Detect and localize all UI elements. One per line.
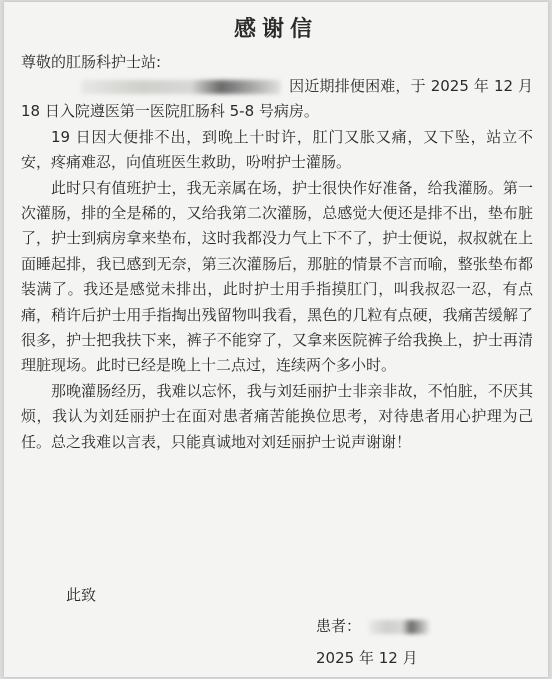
letter-body bbox=[21, 74, 533, 455]
letter-sheet bbox=[4, 2, 548, 677]
paragraph-1-text: 因近期排便困难，于 2025 年 12 月 18 日入院遵医第一医院肛肠科 5-8 号病房。 bbox=[21, 77, 533, 121]
paragraph-2: 19 日因大便排不出，到晚上十时许，肛门又胀又痛，又下坠，站立不安，疼痛难忍，向值班医生救助，吩咐护士灌肠。 bbox=[21, 127, 533, 172]
letter-salutation: 尊敬的肛肠科护士站: bbox=[21, 53, 162, 71]
paragraph-1 bbox=[21, 74, 533, 125]
signature-label: 患者： bbox=[316, 617, 362, 635]
redacted-name-blur bbox=[81, 80, 281, 94]
paragraph-3: 此时只有值班护士，我无亲属在场，护士很快作好准备，给我灌肠。第一次灌肠，排的全是稀的，又给我第二次灌肠，总感觉大便还是排不出，垫布脏了，护士到病房拿来垫布，这时我都没力气上下不了，护士便说，叔叔就在上面睡起排，我已感到无奈，第三次灌肠后，那脏的情景不言而喻，整张垫布都装满了。我还是感觉未排出，此时护士用手指摸肛门，叫我叔忍一忍，有点痛，稍许后护士用手指掏出残留物叫我看，黑色的几粒有点硬，我痛苦缓解了很多，护士把我扶下来，裤子不能穿了，又拿来医院裤子给我换上，护士再清理脏现场。此时已经是晚上十二点过，连续两个多小时。 bbox=[21, 178, 533, 375]
letter-title: 感谢信 bbox=[233, 17, 318, 42]
letter-closing: 此致 bbox=[66, 586, 97, 604]
letter-date: 2025 年 12 月 bbox=[316, 649, 418, 667]
redacted-signature-blur bbox=[369, 620, 429, 634]
signature-line bbox=[316, 615, 429, 636]
paragraph-4: 那晚灌肠经历，我难以忘怀，我与刘廷丽护士非亲非故，不怕脏，不厌其烦，我认为刘廷丽护士在面对患者痛苦能换位思考，对待患者用心护理为己任。总之我难以言表，只能真诚地对刘廷丽护士说声谢谢！ bbox=[21, 381, 533, 451]
